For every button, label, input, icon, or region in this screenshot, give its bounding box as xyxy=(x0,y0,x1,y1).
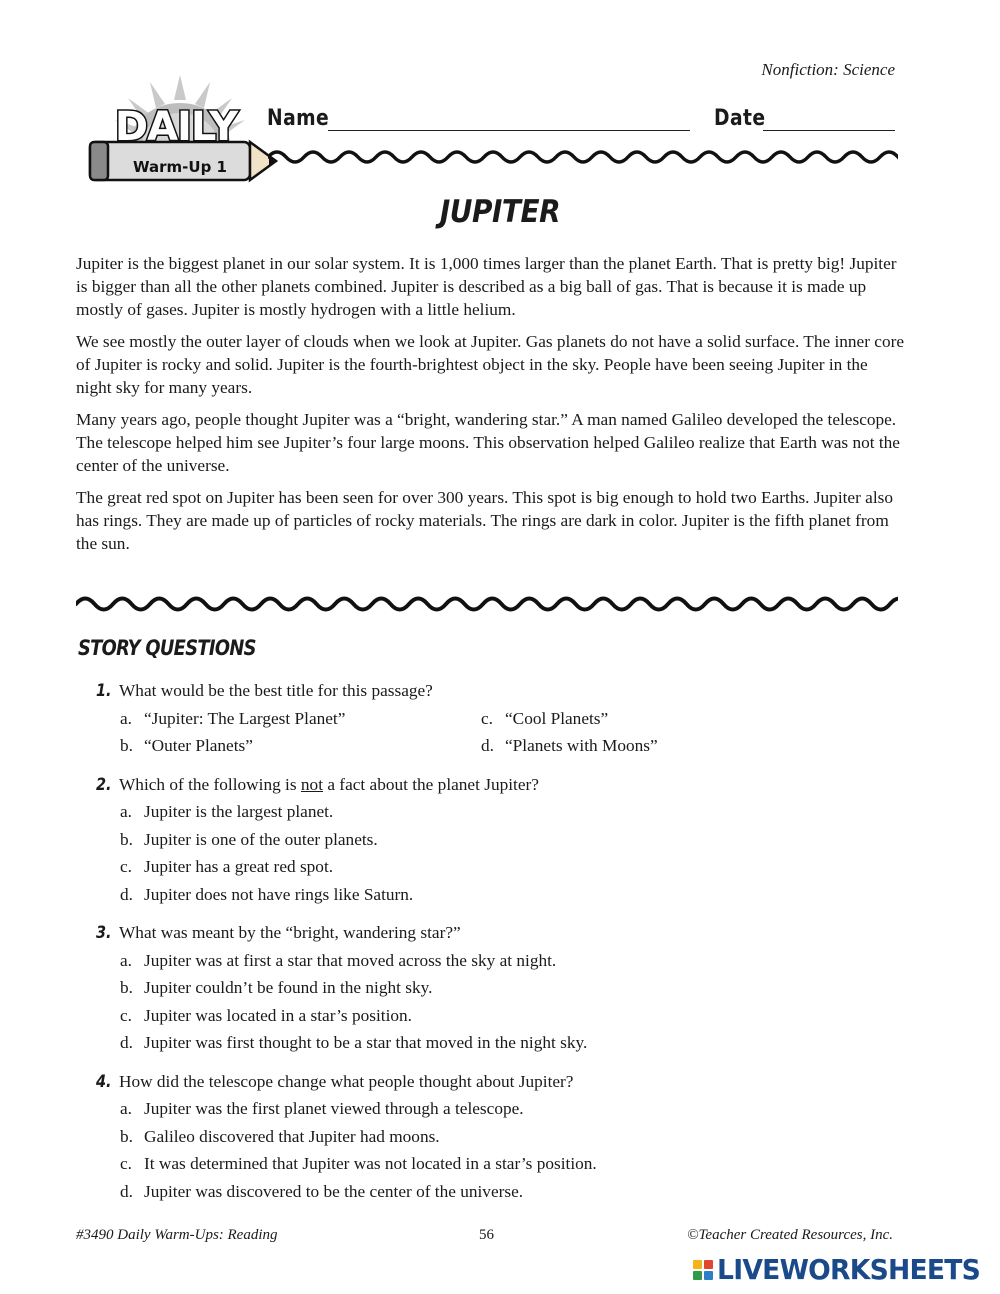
question-text: How did the telescope change what people thought about Jupiter? xyxy=(119,1071,574,1091)
option-letter: a. xyxy=(120,1099,132,1118)
option-letter: b. xyxy=(120,829,133,849)
option-text: Jupiter has a great red spot. xyxy=(144,857,334,876)
date-label: Date xyxy=(714,106,766,131)
question-text-part: a fact about the planet Jupiter? xyxy=(323,774,539,794)
option-letter: d. xyxy=(481,736,494,755)
passage-paragraph: Many years ago, people thought Jupiter was a “bright, wandering star.” A man named Galileo developed the telescope. The telescope helped him see Jupiter’s four large moons. This observation helped Galileo realize that Earth was not the center of the universe. xyxy=(76,410,900,475)
answer-option[interactable] xyxy=(96,1099,916,1127)
footer-page-number: 56 xyxy=(479,1227,494,1243)
option-letter: c. xyxy=(481,708,493,728)
option-letter: d. xyxy=(120,1033,133,1052)
liveworksheets-brand[interactable] xyxy=(693,1253,994,1286)
question-text: What was meant by the “bright, wandering star?” xyxy=(119,923,461,942)
question-text-part: Which of the following is xyxy=(119,774,301,794)
option-text: “Jupiter: The Largest Planet” xyxy=(144,708,346,728)
question-number: 2. xyxy=(96,774,112,795)
option-letter: c. xyxy=(120,1005,132,1025)
answer-option[interactable] xyxy=(96,978,916,1006)
category-label: Nonfiction: Science xyxy=(761,60,895,79)
answer-option[interactable] xyxy=(481,709,841,737)
passage-paragraph: The great red spot on Jupiter has been seen for over 300 years. This spot is big enough to hold two Earths. Jupiter also has rings. They are made up of particles of rocky materials. The rings are dark in color. Jupiter is the fifth planet from the sun. xyxy=(76,488,894,553)
answer-option[interactable] xyxy=(96,1127,916,1155)
option-letter: b. xyxy=(120,736,133,755)
option-text: Galileo discovered that Jupiter had moons. xyxy=(144,1126,440,1146)
answer-option[interactable] xyxy=(120,736,481,764)
option-letter: a. xyxy=(120,802,132,821)
question-number: 3. xyxy=(96,923,112,943)
answer-option[interactable] xyxy=(96,802,916,830)
question-2 xyxy=(96,775,916,913)
question-text: What would be the best title for this passage? xyxy=(119,681,433,700)
option-text: It was determined that Jupiter was not located in a star’s position. xyxy=(144,1154,597,1173)
option-text: Jupiter was discovered to be the center of the universe. xyxy=(144,1181,524,1201)
question-number: 1. xyxy=(96,681,112,701)
logo-subtitle: Warm-Up 1 xyxy=(133,158,227,176)
passage-paragraph: Jupiter is the biggest planet in our solar system. It is 1,000 times larger than the planet Earth. That is pretty big! Jupiter is bigger than all the other planets combined. Jupiter is described as a big ball of gas. That is because it is made up mostly of gases. Jupiter is mostly hydrogen with a little helium. xyxy=(76,254,897,319)
option-text: Jupiter was at first a star that moved across the sky at night. xyxy=(144,950,557,970)
answer-option[interactable] xyxy=(96,1006,916,1034)
question-text xyxy=(119,775,539,795)
answer-option[interactable] xyxy=(481,736,841,764)
option-text: Jupiter is one of the outer planets. xyxy=(144,829,378,849)
wavy-divider-top xyxy=(268,146,898,168)
footer-book-title: #3490 Daily Warm-Ups: Reading xyxy=(76,1227,278,1243)
footer-copyright: ©Teacher Created Resources, Inc. xyxy=(687,1227,893,1243)
date-field[interactable] xyxy=(763,130,895,131)
option-letter: c. xyxy=(120,857,132,876)
answer-option[interactable] xyxy=(96,951,916,979)
underlined-word: not xyxy=(300,774,323,794)
name-label: Name xyxy=(267,106,330,131)
option-letter: a. xyxy=(120,708,132,728)
wavy-divider-middle xyxy=(76,592,898,616)
option-text: Jupiter was the first planet viewed through a telescope. xyxy=(144,1099,524,1118)
option-text: Jupiter was located in a star’s position. xyxy=(144,1005,412,1025)
page-title: JUPITER xyxy=(439,194,561,230)
story-questions-heading: STORY QUESTIONS xyxy=(78,636,256,660)
option-text: Jupiter was first thought to be a star that moved in the night sky. xyxy=(144,1033,588,1052)
option-letter: a. xyxy=(120,950,132,970)
logo-word: DAILY xyxy=(114,104,238,150)
answer-option[interactable] xyxy=(96,885,916,913)
option-text: “Cool Planets” xyxy=(505,708,609,728)
daily-warmup-logo xyxy=(80,70,280,185)
brand-name: LIVEWORKSHEETS xyxy=(717,1253,981,1286)
answer-option[interactable] xyxy=(96,830,916,858)
option-text: “Planets with Moons” xyxy=(505,736,658,755)
question-3 xyxy=(96,923,916,1061)
answer-option[interactable] xyxy=(96,857,916,885)
option-letter: b. xyxy=(120,1126,133,1146)
option-text: Jupiter does not have rings like Saturn. xyxy=(144,884,414,904)
option-letter: c. xyxy=(120,1154,132,1173)
option-letter: b. xyxy=(120,978,133,997)
option-text: Jupiter couldn’t be found in the night sky. xyxy=(144,978,433,997)
questions-list xyxy=(96,681,916,1220)
name-field[interactable] xyxy=(328,130,690,131)
option-text: Jupiter is the largest planet. xyxy=(144,802,334,821)
passage-paragraph: We see mostly the outer layer of clouds when we look at Jupiter. Gas planets do not have a solid surface. The inner core of Jupiter is rocky and solid. Jupiter is the fourth-brightest object in the sky. People have been seeing Jupiter in the night sky for many years. xyxy=(76,332,905,397)
question-1 xyxy=(96,681,916,764)
answer-option[interactable] xyxy=(96,1033,916,1061)
option-letter: d. xyxy=(120,1181,133,1201)
answer-option[interactable] xyxy=(96,1182,916,1210)
question-number: 4. xyxy=(96,1071,112,1092)
answer-option[interactable] xyxy=(120,709,481,737)
option-text: “Outer Planets” xyxy=(144,736,253,755)
option-letter: d. xyxy=(120,884,133,904)
brand-logo-icon xyxy=(693,1260,713,1280)
question-4 xyxy=(96,1072,916,1210)
passage xyxy=(76,252,906,564)
answer-option[interactable] xyxy=(96,1154,916,1182)
